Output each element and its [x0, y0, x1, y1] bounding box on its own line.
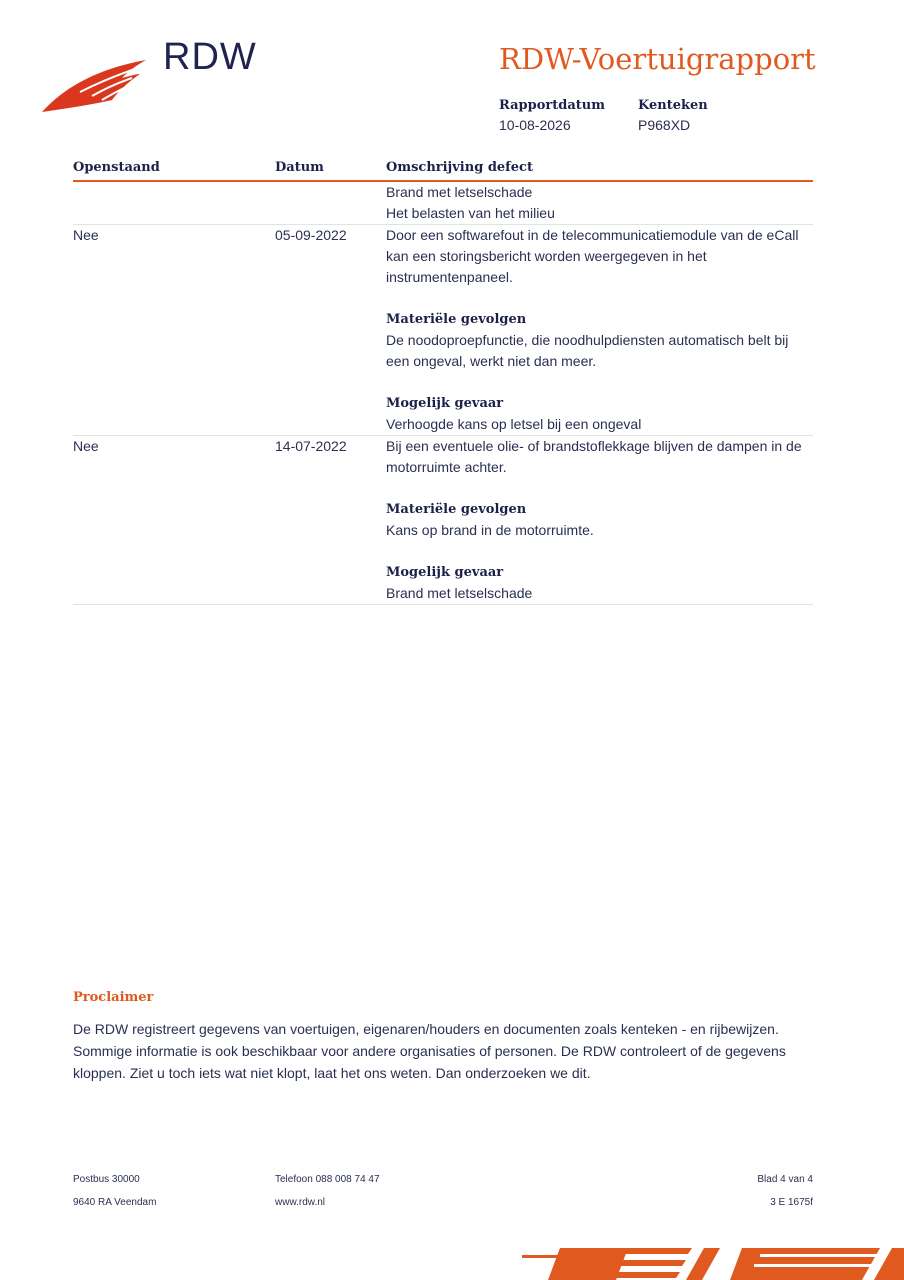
cell-datum: 14-07-2022: [275, 438, 347, 454]
rapportdatum-block: [499, 98, 605, 133]
proclaimer-title: Proclaimer: [73, 990, 154, 1005]
gevolgen-text: Kans op brand in de motorruimte.: [386, 522, 594, 538]
rdw-logo-icon: [40, 52, 150, 116]
footer-plaats: 9640 RA Veendam: [73, 1197, 157, 1208]
kenteken-value: P968XD: [638, 117, 691, 133]
table-row-continuation: [73, 182, 813, 225]
table-header: [73, 160, 813, 182]
kenteken-label: Kenteken: [638, 98, 708, 113]
gevaar-text: Brand met letselschade: [386, 585, 533, 601]
gevaar-text: Verhoogde kans op letsel bij een ongeval: [386, 416, 642, 432]
rapportdatum-label: Rapportdatum: [499, 98, 605, 113]
cell-datum: 05-09-2022: [275, 227, 347, 243]
footer-website[interactable]: www.rdw.nl: [275, 1197, 326, 1208]
cell-omschrijving: [386, 225, 813, 435]
header-datum: Datum: [275, 160, 324, 175]
cell-openstaand: Nee: [73, 438, 99, 454]
continuation-line: Het belasten van het milieu: [386, 205, 555, 221]
table-row: [73, 225, 813, 436]
defects-table: [73, 160, 813, 605]
omschrijving-text: Door een softwarefout in de telecommunicatiemodule van de eCall kan een storingsbericht worden weergegeven in het instrumentenpaneel.: [386, 227, 799, 285]
header-omschrijving: Omschrijving defect: [386, 160, 533, 175]
gevaar-label: Mogelijk gevaar: [386, 565, 504, 580]
footer-code: 3 E 1675f: [770, 1197, 813, 1208]
rapportdatum-value: 10-08-2026: [499, 117, 571, 133]
table-row: [73, 436, 813, 605]
decorative-stripes-icon: [520, 1244, 904, 1280]
gevaar-label: Mogelijk gevaar: [386, 396, 504, 411]
report-title: RDW-Voertuigrapport: [499, 42, 816, 76]
gevolgen-label: Materiële gevolgen: [386, 312, 527, 327]
proclaimer-text: De RDW registreert gegevens van voertuigen, eigenaren/houders en documenten zoals kenteken - en rijbewijzen. Sommige informatie is ook beschikbaar voor andere organisaties of personen. De RDW controleert of de gegevens kloppen. Ziet u toch iets wat niet klopt, laat het ons weten. Dan onderzoeken we dit.: [73, 1021, 786, 1081]
cell-omschrijving: [386, 436, 813, 604]
kenteken-block: [638, 98, 708, 133]
gevolgen-text: De noodoproepfunctie, die noodhulpdiensten automatisch belt bij een ongeval, werkt niet dan meer.: [386, 332, 789, 369]
footer-postbus: Postbus 30000: [73, 1174, 140, 1185]
gevolgen-label: Materiële gevolgen: [386, 502, 527, 517]
footer-telefoon: Telefoon 088 008 74 47: [275, 1174, 380, 1185]
omschrijving-text: Bij een eventuele olie- of brandstoflekkage blijven de dampen in de motorruimte achter.: [386, 438, 802, 475]
brand-name: RDW: [163, 36, 257, 78]
header-openstaand: Openstaand: [73, 160, 160, 175]
footer-blad: Blad 4 van 4: [757, 1174, 813, 1185]
continuation-line: Brand met letselschade: [386, 184, 533, 200]
cell-openstaand: Nee: [73, 227, 99, 243]
